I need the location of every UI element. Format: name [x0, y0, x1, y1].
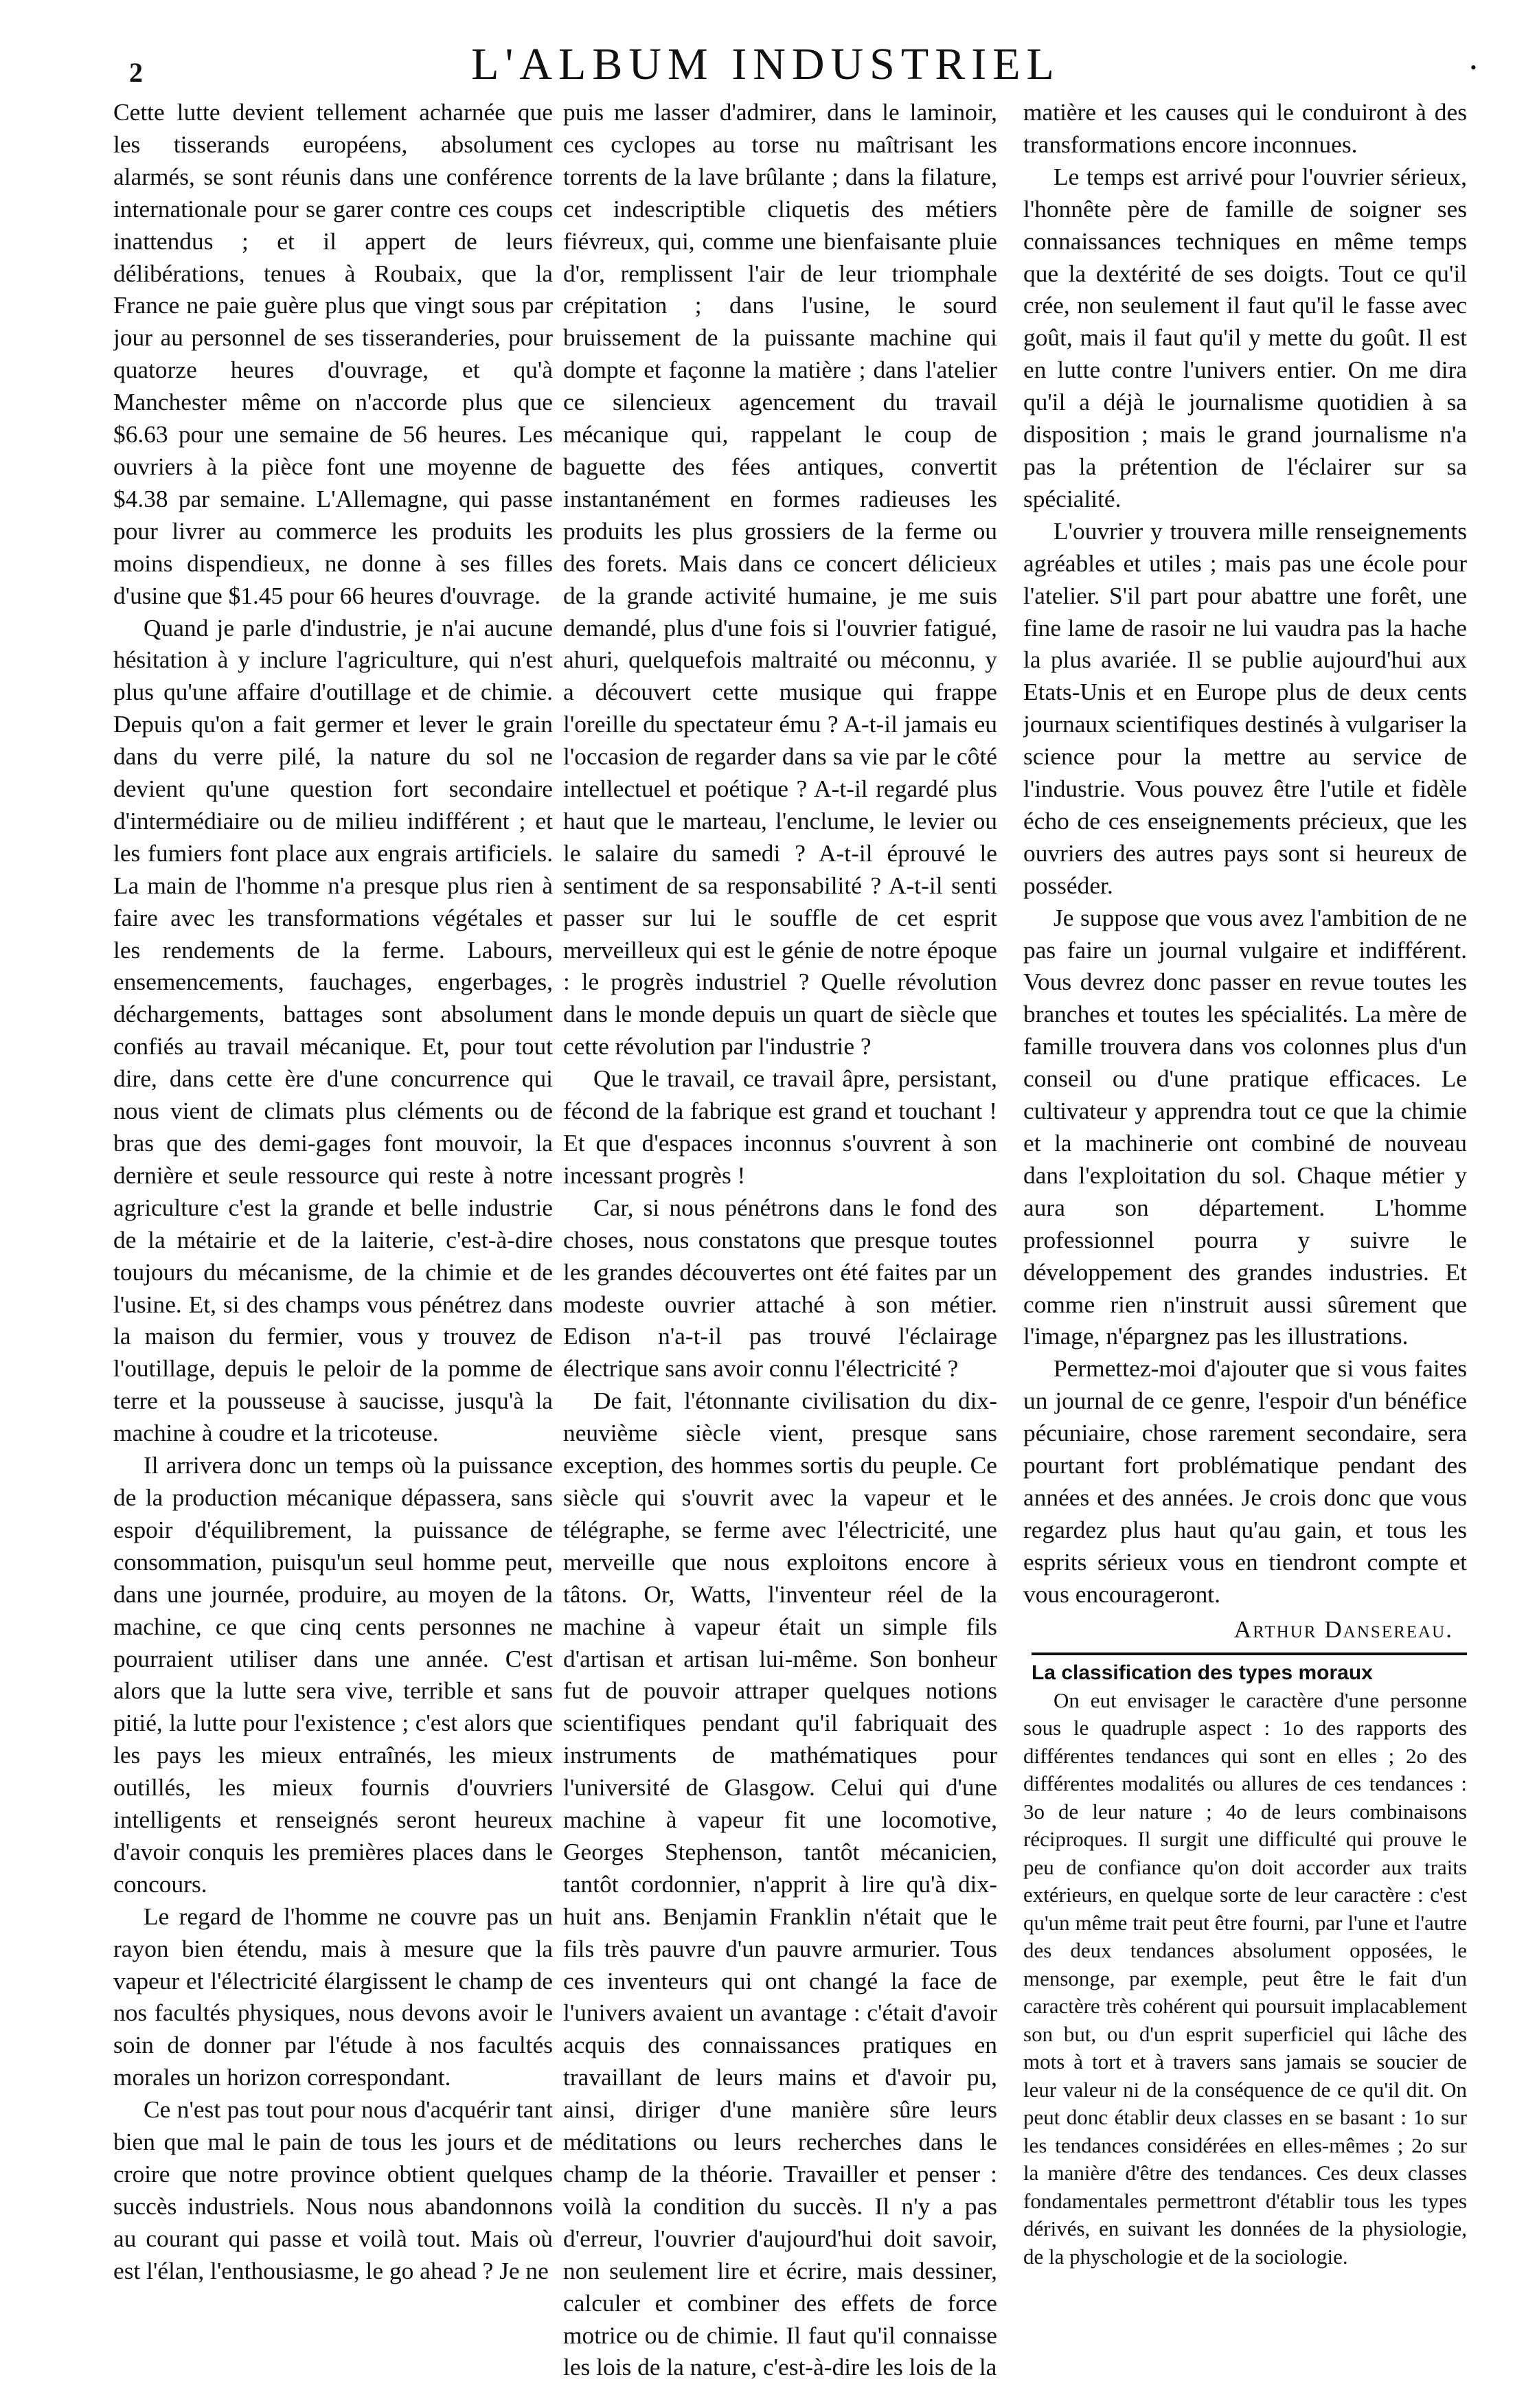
article-body: On eut envisager le caractère d'une personne sous le quadruple aspect : 1o des rapports des différentes tendances qui sont en elles ; 2o des différentes modalités ou allures de ces tendances : 3o de leur nature ; 4o de leurs combinaisons réciproques. Il surgit une difficulté qui prouve le peu de confiance qu'on doit accorder aux traits extérieurs, en quelque sorte de leur caractère : c'est qu'un même trait peut être fourni, par l'une et l'autre des deux tendances absolument opposées, le mensonge, par exemple, peut être le fait d'un caractère très cohérent qui poursuit implacablement son but, ou d'un esprit superficiel qui lâche des mots à tort et à travers sans jamais se soucier de leur valeur ni de la conséquence de ce qu'il dit. On peut donc établir deux classes en se basant : 1o sur les tendances considérées en elles-mêmes ; 2o sur la manière d'être des tendances. Ces deux classes fondamentales permettront d'établir tous les types dérivés, en suivant les données de la physiologie, de la physchologie et de la sociologie. [1023, 1688, 1467, 2269]
paragraph: Quand je parle d'industrie, je n'ai aucune hésitation à y inclure l'agriculture, qui n'est plus qu'une affaire d'outillage et de chimie. Depuis qu'on a fait germer et lever le grain dans du verre pilé, la nature du sol ne devient qu'une question fort secondaire d'intermédiaire ou de milieu indifférent ; et les fumiers font place aux engrais artificiels. La main de l'homme n'a presque plus rien à faire avec les transformations végétales et les rendements de la ferme. Labours, ensemencements, fauchages, engerbages, déchargements, battages sont absolument confiés au travail mécanique. Et, pour tout dire, dans cette ère d'une concurrence qui nous vient de climats plus cléments ou de bras que des demi-gages font mouvoir, la dernière et seule ressource qui reste à notre agriculture c'est la grande et belle industrie de la métairie et de la laiterie, c'est-à-dire toujours du mécanisme, de la chimie et de l'usine. Et, si des champs vous pénétrez dans la maison du fermier, vous y trouvez de l'outillage, depuis le peloir de la pomme de terre et la pousseuse à saucisse, jusqu'à la machine à coudre et la tricoteuse. [113, 613, 553, 1447]
author-signature: Arthur Dansereau. [1233, 1615, 1453, 1643]
running-title: L'ALBUM INDUSTRIEL [471, 39, 1060, 89]
paragraph: De fait, l'étonnante civilisation du dix-neuvième siècle vient, presque sans exception, des hommes sortis du peuple. Ce siècle qui s'ouvrit avec la vapeur et le télégraphe, se ferme avec l'électricité, une merveille que nous exploitons encore à tâtons. Or, Watts, l'inventeur réel de la machine à vapeur était un simple fils d'artisan et artisan lui-même. Son bonheur fut de pouvoir attraper quelques notions scientifiques pendant qu'il fabriquait des instruments de mathématiques pour l'université de Glasgow. Celui qui d'une machine à vapeur fit une locomotive, Georges Stephenson, tantôt mécanicien, tantôt cordonnier, n'apprit à lire qu'à dix-huit ans. Benjamin Franklin n'était que le fils très pauvre d'un pauvre armurier. Tous ces inventeurs qui ont changé la face de l'univers avaient un avantage : c'était d'avoir acquis des connaissances pratiques en travaillant de leurs mains et d'avoir pu, ainsi, diriger d'une manière sûre leurs méditations ou leurs recherches dans le champ de la théorie. Travailler et penser : voilà la condition du succès. Il n'y a pas d'erreur, l'ouvrier d'aujourd'hui doit savoir, non seulement lire et écrire, mais dessiner, calculer et combiner des effets de force motrice ou de chimie. Il faut qu'il connaisse les lois de la nature, c'est-à-dire les lois de la [563, 1387, 997, 2381]
paragraph: Il arrivera donc un temps où la puissance de la production mécanique dépassera, sans espoir d'équilibrement, la puissance de consommation, puisqu'un seul homme peut, dans une journée, produire, au moyen de la machine, ce que cinq cents personnes ne pourraient utiliser dans une année. C'est alors que la lutte sera vive, terrible et sans pitié, la lutte pour l'existence ; c'est alors que les pays les mieux entraînés, les mieux outillés, les mieux fournis d'ouvriers intelligents et renseignés seront heureux d'avoir conquis les premières places dans le concours. [113, 1451, 553, 1898]
paragraph: Le temps est arrivé pour l'ouvrier sérieux, l'honnête père de famille de soigner ses connaissances techniques en même temps que la dextérité de ses doigts. Tout ce qu'il crée, non seulement il faut qu'il le fasse avec goût, mais il faut qu'il y mette du goût. Il est en lutte contre l'univers entier. On me dira qu'il a déjà le journalisme quotidien à sa disposition ; mais le grand journalisme n'a pas la prétention de l'éclairer sur sa spécialité. [1023, 162, 1467, 512]
column-3 [1023, 96, 1467, 2387]
paragraph: puis me lasser d'admirer, dans le laminoir, ces cyclopes au torse nu maîtrisant les torrents de la lave brûlante ; dans la filature, cet indescriptible cliquetis des métiers fiévreux, qui, comme une bienfaisante pluie d'or, remplissent l'air de leur triomphale crépitation ; dans l'usine, le sourd bruissement de la puissante machine qui dompte et façonne la matière ; dans l'atelier ce silencieux agencement du travail mécanique qui, rappelant le coup de baguette des fées antiques, convertit instantanément en formes radieuses les produits les plus grossiers de la ferme ou des forets. Mais dans ce concert délicieux de la grande activité humaine, je me suis demandé, plus d'une fois si l'ouvrier fatigué, ahuri, quelquefois maltraité ou méconnu, y a découvert cette musique qui frappe l'oreille du spectateur ému ? A-t-il jamais eu l'occasion de regarder dans sa vie par le côté intellectuel et poétique ? A-t-il regardé plus haut que le marteau, l'enclume, le levier ou le salaire du samedi ? A-t-il éprouvé le sentiment de sa responsabilité ? A-t-il senti passer sur lui le souffle de cet esprit merveilleux qui est le génie de notre époque : le progrès industriel ? Quelle révolution dans le monde depuis un quart de siècle que cette révolution par l'industrie ? [563, 98, 997, 1060]
section-divider [1032, 1652, 1467, 1655]
column-2 [563, 96, 997, 2387]
column-1 [113, 96, 553, 2387]
paragraph: Je suppose que vous avez l'ambition de ne pas faire un journal vulgaire et indifférent. Vous devrez donc passer en revue toutes les branches et toutes les spécialités. La mère de famille trouvera dans vos colonnes plus d'un conseil ou d'une pratique efficaces. Le cultivateur y apprendra tout ce que la chimie et la machinerie ont combiné de nouveau dans l'exploitation du sol. Chaque métier y aura son département. L'homme professionnel pourra y suivre le développement des grandes industries. Et comme rien n'instruit aussi sûrement que l'image, n'épargnez pas les illustrations. [1023, 903, 1467, 1350]
article-title: La classification des types moraux [1032, 1661, 1373, 1684]
page-header [41, 30, 1490, 99]
paragraph: Ce n'est pas tout pour nous d'acquérir tant bien que mal le pain de tous les jours et de croire que notre province obtient quelques succès industriels. Nous nous abandonnons au courant qui passe et voilà tout. Mais où est l'élan, l'enthousiasme, le go ahead ? Je ne [113, 2095, 553, 2284]
paragraph: Car, si nous pénétrons dans le fond des choses, nous constatons que presque toutes les grandes découvertes ont été faites par un modeste ouvrier attaché à son métier. Edison n'a-t-il pas trouvé l'éclairage électrique sans avoir connu l'électricité ? [563, 1193, 997, 1383]
page-number: 2 [129, 57, 143, 88]
header-dot-mark: • [1470, 58, 1477, 78]
paragraph: Que le travail, ce travail âpre, persistant, fécond de la fabrique est grand et touchant ! Et que d'espaces inconnus s'ouvrent à son incessant progrès ! [563, 1065, 997, 1189]
paragraph: L'ouvrier y trouvera mille renseignements agréables et utiles ; mais pas une école pour l'atelier. S'il part pour abattre une forêt, une fine lame de rasoir ne lui vaudra pas la hache la plus avariée. Il se publie aujourd'hui aux Etats-Unis et en Europe plus de deux cents journaux scientifiques destinés à vulgariser la science pour la mettre au service de l'industrie. Vous pouvez être l'utile et fidèle écho de ces enseignements précieux, que les ouvriers des autres pays sont si heureux de posséder. [1023, 516, 1467, 899]
paragraph: Permettez-moi d'ajouter que si vous faites un journal de ce genre, l'espoir d'un bénéfice pécuniaire, chose rarement secondaire, sera pourtant fort problématique pendant des années et des années. Je crois donc que vous regardez plus haut qu'au gain, et tous les esprits sérieux vous en tiendront compte et vous encourageront. [1023, 1354, 1467, 1608]
paragraph: Le regard de l'homme ne couvre pas un rayon bien étendu, mais à mesure que la vapeur et l'électricité élargissent le champ de nos facultés physiques, nous devons avoir le soin de donner par l'étude à nos facultés morales un horizon correspondant. [113, 1902, 553, 2091]
paragraph: matière et les causes qui le conduiront à des transformations encore inconnues. [1023, 98, 1467, 158]
paragraph: Cette lutte devient tellement acharnée que les tisserands européens, absolument alarmés, se sont réunis dans une conférence internationale pour se garer contre ces coups inattendus ; et il appert de leurs délibérations, tenues à Roubaix, que la France ne paie guère plus que vingt sous par jour au personnel de ses tisseranderies, pour quatorze heures d'ouvrage, et qu'à Manchester même on n'accorde plus que $6.63 pour une semaine de 56 heures. Les ouvriers à la pièce font une moyenne de $4.38 par semaine. L'Allemagne, qui passe pour livrer au commerce les produits les moins dispendieux, ne donne à ses filles d'usine que $1.45 pour 66 heures d'ouvrage. [113, 98, 553, 609]
